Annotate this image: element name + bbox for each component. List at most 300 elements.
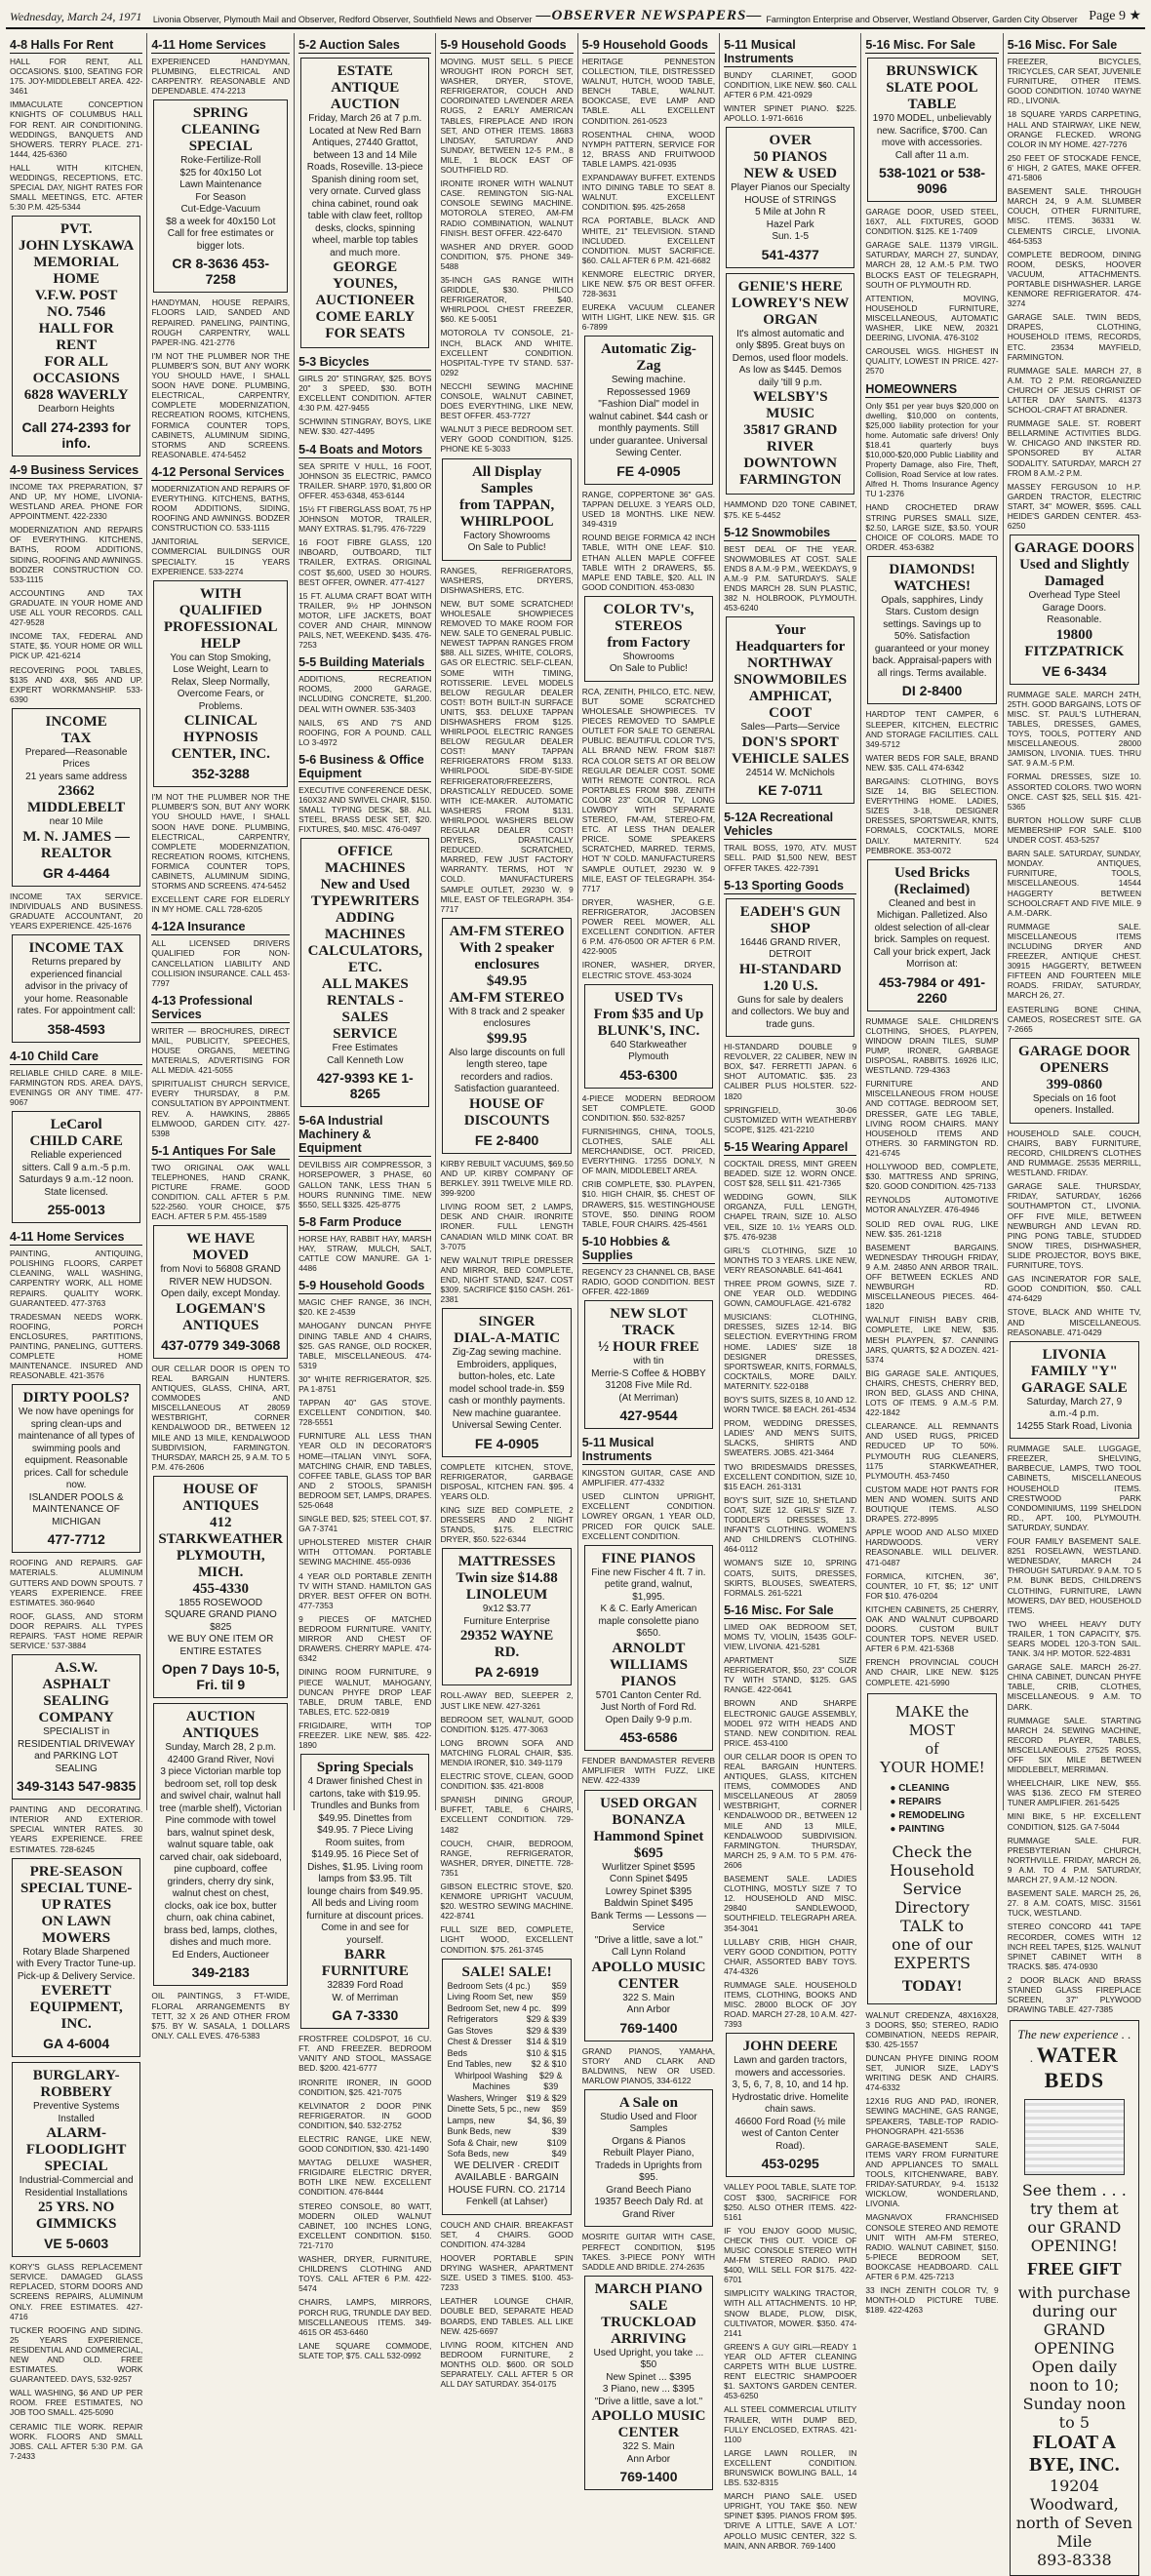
classified-ad: GARAGE SALE. THURSDAY, FRIDAY, SATURDAY, 16266 SOUTHAMPTON CT., LIVONIA. OFF FIVE MILE, BETWEEN NEWBURGH AND LEVAN RD. PING PONG TABLE, STUDDED SNOW TIRES, DISHWASHER, SLIDE PROJECTOR, BOYS BIKE, FURNITURE, TOYS.	[1007, 1181, 1141, 1271]
ad-line: 50 PIANOS	[753, 149, 827, 166]
ad-line: ANTIQUES	[182, 1725, 259, 1742]
ad-line: On Sale to Public!	[467, 542, 546, 554]
ad-line: (Reclaimed)	[893, 881, 971, 897]
classified-ad: IF YOU ENJOY GOOD MUSIC, CHECK THIS OUT. VOICE OF MUSIC CONSOLE STEREO WITH AM-FM STEREO RADIO. PAID $400, WILL SELL FOR $175. 422-6701	[724, 2225, 857, 2285]
classified-ad: ATTENTION, MOVING, HOUSEHOLD FURNITURE, MISCELLANEOUS, AUTOMATIC WASHER, LIKE NEW, 20321 DEERING, LIVONIA. 476-3102	[865, 293, 999, 343]
ad-line: PVT.	[60, 221, 93, 238]
section-heading: 4-8 Halls For Rent	[10, 36, 142, 54]
classified-ad: TRADESMAN NEEDS WORK. ROOFING, PORCH ENCLOSURES, PARTITIONS, PAINTING, PANELING, GUTTERS. COMPLETE HOME MAINTENANCE. INSURED AND REASONABLE. 421-3576	[10, 1311, 143, 1381]
ad-line: Returns prepared by experienced financial advisor in the privacy of your home. Reasonable rates. For appointment call:	[17, 957, 136, 1017]
ad-line: SPECIALIST in RESIDENTIAL DRIVEWAY and PARKING LOT SEALING	[18, 1726, 136, 1774]
ad-line: Lawn and garden tractors, mowers and accessories. 3, 5, 6, 7, 8, 10, and 14 hp. Hydrostatic drive. Homelite chain saws.	[732, 2055, 849, 2116]
display-ad	[1010, 535, 1139, 685]
ad-phone: 477-7712	[47, 1531, 105, 1548]
ad-line: HOUSE OF ANTIQUES	[182, 1481, 259, 1514]
ad-line: Used and Slightly Damaged	[1019, 557, 1130, 590]
service-line: Service Directory	[894, 1879, 970, 1917]
display-ad	[867, 859, 996, 1011]
ad-line: ON LAWN MOWERS	[41, 1913, 111, 1946]
ad-line: 322 S. Main	[622, 2441, 675, 2453]
ad-line: ESTATE	[337, 63, 393, 79]
ad-line: 9x12 $3.77	[482, 1604, 532, 1615]
ad-line: ADDING MACHINES	[325, 910, 406, 943]
price-item: Bedroom Sets (4 pc.)	[447, 1980, 531, 1991]
price-item: Refrigerators	[447, 2014, 498, 2025]
classified-ad: HANDYMAN, HOUSE REPAIRS, FLOORS LAID, SANDED AND REPAIRED. PANELING, PAINTING, ROUGH CARPENTRY, WALL PAPER-ING. 421-2776	[151, 297, 291, 347]
ad-line: With 2 speaker enclosures	[458, 939, 555, 972]
classified-ad: BIG GARAGE SALE. ANTIQUES, CHAIRS, CHESTS, CHERRY BED, IRON BED, GLASS AND CHINA, LOTS OF ITEMS. 9 A.M.-5 P.M. 422-1842	[865, 1367, 999, 1418]
classified-ad: ROSENTHAL CHINA, WOOD NYMPH PATTERN, SERVICE FOR 12, BRASS AND FRUITWOOD TABLE LAMPS. 421-0935	[581, 129, 716, 169]
ad-line: 19800 FITZPATRICK	[1024, 626, 1125, 659]
classified-ad: HORSE HAY, RABBIT HAY, MARSH HAY, STRAW, MULCH, SALT, CATTLE COW MANURE. GA 1-4486	[298, 1233, 432, 1274]
ad-line: SPRING CLEANING	[180, 105, 260, 139]
ad-line: PRE-SEASON	[29, 1863, 123, 1880]
ad-line: Friday, March 26 at 7 p.m. Located at New Red Barn Antiques, 27440 Grattot, between 13 and 14 Mile Roads, Roseville. 13-piece Spanish dining room set, very ornate. Curved glass china cabinet, round oak table with claw feet, rolltop desks, clocks, spinning wheel, marble top tables and much more.	[306, 113, 423, 258]
service-item: ● REPAIRS	[890, 1796, 941, 1807]
classified-ad: APPLE WOOD AND ALSO MIXED HARDWOODS. VERY REASONABLE. WILL DELIVER. 471-0487	[865, 1527, 999, 1567]
classified-ad: ELECTRIC RANGE, LIKE NEW, GOOD CONDITION, $30. 421-1490	[298, 2134, 432, 2155]
ad-line: Organs & Pianos	[612, 2135, 686, 2147]
ad-line: Dearborn Heights	[37, 404, 115, 416]
section-heading: 4-11 Home Services	[10, 1228, 142, 1246]
classified-ad: RUMMAGE SALE. LUGGAGE, FREEZER, SHELVING, BARBECUE, LAMPS, TWO TOOL CABINETS, MISCELLANEOUS HOUSEHOLD ITEMS. CRESTWOOD PARK CONDOMINIUMS, 1199 SHELDON RD., APT. 100, PLYMOUTH. SATURDAY, SUNDAY.	[1007, 1444, 1141, 1532]
ad-line: BURGLARY-	[32, 2068, 120, 2084]
classified-ad: EASTERLING BONE CHINA, CAMEOS, ROSECREST SITE. GA 7-2665	[1007, 1004, 1141, 1034]
ad-line: SPECIAL	[188, 139, 253, 155]
classified-ad: ELECTRIC STOVE, CLEAN, GOOD CONDITION. $35. 421-8008	[440, 1771, 574, 1792]
ad-line: From $35 and Up	[593, 1006, 704, 1022]
classified-ad: WALNUT 3 PIECE BEDROOM SET. VERY GOOD CONDITION, $125. PHONE KE 5-3033	[440, 424, 574, 455]
display-ad	[442, 918, 571, 1154]
waterbed-illustration	[1024, 2099, 1125, 2175]
ad-line: AUCTION	[330, 97, 400, 112]
ad-line: GENIE'S HERE	[737, 278, 843, 295]
ad-line: V.F.W. POST	[34, 288, 118, 304]
classified-ad: FORMICA, KITCHEN, 36", COUNTER, 10 FT, $5; 12" UNIT FOR $10. 476-0204	[865, 1570, 999, 1601]
classified-ad: MAGIC CHEF RANGE, 36 INCH, $20. KE 2-4539	[298, 1297, 432, 1318]
price-item: Bedroom Set, new 4 pc.	[447, 2002, 541, 2013]
ad-line: DIRTY POOLS?	[22, 1390, 130, 1407]
classified-ad: NECCHI SEWING MACHINE CONSOLE, WALNUT CABINET, DOES EVERYTHING, LIKE NEW, BEST OFFER. 453-7727	[440, 380, 574, 421]
classified-ad: MARCH PIANO SALE. USED UPRIGHT, YOU TAKE $50. NEW SPINET $395. PIANOS FROM $95. 'DRIVE A LITTLE, SAVE A LOT.' APOLLO MUSIC CENTER, 322 S. MAIN, ANN ARBOR. 769-1400	[724, 2491, 857, 2551]
ad-line: $25 for 40x150 Lot	[179, 167, 261, 178]
ad-line: APOLLO MUSIC CENTER	[591, 1959, 706, 1992]
classified-ad: ROLL-AWAY BED, SLEEPER 2, JUST LIKE NEW. 427-3261	[440, 1690, 574, 1711]
classified-ad: OUR CELLAR DOOR IS OPEN TO REAL BARGAIN HUNTERS. ANTIQUES, GLASS, CHINA, ART, COMMODES AND MISCELLANEOUS AT 28059 WESTBRIGHT, CORNER KENDALWOOD DR., BETWEEN 12 MILE AND 13 MILE, KENDALWOOD SUBDIVISION, FARMINGTON. THURSDAY, MARCH 25, 9 A.M. TO 5 P.M. 476-2606	[151, 1363, 291, 1472]
classified-ad: TUCKER ROOFING AND SIDING. 25 YEARS EXPERIENCE, RESIDENTIAL AND COMMERCIAL, NEW AND OLD. FREE ESTIMATES. WORK GUARANTEED. DAYS, 532-9257	[10, 2324, 143, 2385]
classified-ad: REYNOLDS AUTOMOTIVE MOTOR ANALYZER. 476-4946	[865, 1195, 999, 1215]
ad-line: ASPHALT	[42, 1677, 110, 1693]
ad-line: "Drive a little, save a lot."	[594, 2396, 703, 2407]
classified-ad: LIMED OAK BEDROOM SET, MOMS TV, VIOLIN, 15435 GOLF-VIEW, LIVONIA. 421-5281	[724, 1621, 857, 1651]
classified-ad: WASHER AND DRYER. GOOD CONDITION, $75. PHONE 349-5488	[440, 241, 574, 271]
ad-line: WITH QUALIFIED	[179, 585, 262, 618]
brand: —OBSERVER NEWSPAPERS—	[536, 8, 763, 23]
waterbed-headline: The new experience . . . WATER BEDS	[1017, 2027, 1131, 2093]
ad-line: Cut-Edge-Vacuum	[180, 204, 260, 216]
ad-line: COLOR TV's, STEREOS	[603, 601, 695, 634]
service-line: Household	[890, 1860, 974, 1880]
price-row	[447, 2048, 566, 2060]
ad-line: 24514 W. McNichols	[745, 767, 835, 778]
ad-phone: 541-4377	[761, 246, 819, 262]
section-heading: 4-12A Insurance	[151, 918, 290, 935]
ad-line: FOR ALL	[44, 354, 108, 371]
ad-line: A Sale on	[618, 2094, 678, 2111]
classified-ad: GARAGE SALE. 11379 VIRGIL. SATURDAY, MARCH 27, SUNDAY, MARCH 28, 12 A.M.-5 P.M. TWO BLOCKS EAST OF TELEGRAPH, SOUTH OF PLYMOUTH RD.	[865, 240, 999, 290]
ad-phone: Call 274-2393 for info.	[21, 418, 131, 451]
waterbed-store: FLOAT A BYE, INC.	[1028, 2432, 1120, 2477]
price-row	[447, 1981, 566, 1993]
section-heading: 5-2 Auction Sales	[298, 36, 431, 54]
ad-line: HI-STANDARD	[738, 961, 842, 977]
classified-ad: FORMAL DRESSES, SIZE 10. ASSORTED COLORS. TWO WORN ONCE. CAST $25, SELL $15. 421-5365	[1007, 772, 1141, 812]
ad-line: SEALING	[43, 1693, 109, 1710]
price-row	[447, 2093, 566, 2105]
display-ad	[442, 458, 571, 561]
classified-ad: RUMMAGE SALE. MARCH 24TH, 25TH. GOOD BARGAINS, LOTS OF MISC. ST. PAUL'S LUTHERAN, TABLES, DRESSES, GAMES, TOYS, TOOLS, POTTERY AND MISCELLANEOUS. 28000 JAMISON, LIVONIA. TUES. THRU SAT. 9 A.M.-5 P.M.	[1007, 689, 1141, 769]
ad-line: Studio Used and Floor Samples	[600, 2111, 697, 2135]
price-row	[447, 2116, 566, 2127]
ad-phone: 427-9544	[619, 1407, 678, 1424]
ad-line: GARAGE DOORS	[1013, 540, 1134, 557]
classified-ad: 18 SQUARE YARDS CARPETING, HALL AND STAIRWAY, LIKE NEW, ORANGE FLECKED. WRONG COLOR IN MY HOME. 427-7276	[1007, 109, 1141, 149]
ad-line: Prepared—Reasonable Prices	[24, 746, 128, 771]
section-heading: 5-13 Sporting Goods	[724, 877, 856, 894]
classified-ad: UPHOLSTERED MISTER CHAIR WITH OTTOMAN. PORTABLE SEWING MACHINE. 455-0936	[298, 1537, 432, 1567]
classified-ad: HAMMOND D20 TONE CABINET, $75. KE 5-4452	[724, 499, 857, 520]
display-ad	[584, 596, 713, 682]
display-ad	[153, 99, 288, 293]
ad-line: Automatic Zig-Zag	[600, 341, 696, 375]
ad-line: Opals, sapphires, Lindy Stars. Custom design settings. Savings up to 50%. Satisfaction guaranteed or your money back. Appraisal-papers with all rings. Terms available.	[872, 594, 992, 679]
classified-ad: I'M NOT THE PLUMBER NOR THE PLUMBER'S SON, BUT ANY WORK YOU SHOULD HAVE, I SHALL SOON HAVE DONE. PLUMBING, ELECTRICAL, CARPENTRY, COMPLETE MODERNIZATION, RECREATION ROOMS, KITCHENS, FORMICA COUNTER TOPS, CABINETS, ALUMINUM SIDING, STORMS AND SCREENS. REASONABLE. 474-5452	[151, 350, 291, 459]
classified-ad: COMPLETE KITCHEN, STOVE, REFRIGERATOR, GARBAGE DISPOSAL, KITCHEN FAN. $95. 4 YEARS OLD.	[440, 1461, 574, 1501]
ad-phone: 437-0779 349-3068	[161, 1336, 281, 1353]
classified-ad: HOLLYWOOD BED, COMPLETE, $30. MATTRESS AND SPRING, $20. GOOD CONDITION. 425-7133	[865, 1162, 999, 1192]
ad-line: New Spinet ... $395	[606, 2371, 692, 2383]
price-value: $29 & $39	[526, 2025, 567, 2036]
display-ad	[12, 934, 140, 1043]
ad-line: 31208 Five Mile Rd.	[605, 1380, 693, 1392]
ad-phone: 453-6586	[619, 1729, 678, 1746]
ad-phone: 427-9393 KE 1-8265	[316, 1070, 414, 1102]
ad-line: Also large discounts on full length stereo, tape recorders and radios. Satisfaction guaranteed.	[449, 1047, 566, 1095]
service-item: ● REMODELING	[890, 1809, 965, 1821]
classified-ad: FRIGIDAIRE, WITH TOP FREEZER. LIKE NEW, $85. 422-1890	[298, 1720, 432, 1751]
waterbed-phone: 893-8338	[1037, 2551, 1112, 2570]
ad-line: WILLIAMS PIANOS	[609, 1656, 688, 1689]
classified-ad: RUMMAGE SALE. STARTING MARCH 24. SEWING MACHINE, RECORD PLAYER, TABLES, MISCELLANEOUS. 27525 ROSS, OFF SIX MILE BETWEEN MIDDLEBELT, MERRIMAN.	[1007, 1715, 1141, 1775]
classified-ad: FURNISHINGS, CHINA, TOOLS, CLOTHES, SALE ALL MERCHANDISE, OCT. PRICED, EVERYTHING. 17255 DONLY, N OF MAIN, MIDDLEBELT AREA.	[581, 1126, 716, 1176]
ad-line: MEMORIAL HOME	[33, 255, 119, 288]
classified-ad: OUR CELLAR DOOR IS OPEN TO REAL BARGAIN HUNTERS. ANTIQUES, GLASS, KITCHEN ITEMS, COMMODES AND MISCELLANEOUS AT 28059 WESTBRIGHT, CORNER KENDALWOOD DR., BETWEEN 12 MILE AND 13 MILE, KENDALWOOD SUBDIVISION. FARMINGTON. THURSDAY, MARCH 25, 9 A.M. TO 5 P.M. 476-2606	[724, 1751, 857, 1870]
ad-line: ARNOLDT	[612, 1640, 686, 1656]
ad-line: "Drive a little, save a lot."	[594, 1934, 703, 1946]
ad-line: 399-0860	[1046, 1076, 1103, 1092]
price-value: $19 & $29	[526, 2092, 567, 2103]
classified-ad: FENDER BANDMASTER REVERB AMPLIFIER WITH FUZZ, LIKE NEW. 422-4339	[581, 1756, 716, 1786]
ad-line: ALARM-FLOODLIGHT	[25, 2125, 127, 2159]
classified-ad: RUMMAGE SALE. MISCELLANEOUS ITEMS INCLUDING DRYER AND FREEZER, ANTIQUE CHEST. 30915 HAGGERTY, BETWEEN FIFTEEN AND FOURTEEN MILE ROADS. FRIDAY, SATURDAY, MARCH 26, 27.	[1007, 921, 1141, 1001]
classified-ad: OIL PAINTINGS, 3 FT-WIDE, FLORAL ARRANGEMENTS BY TETT, 32 X 26 AND OTHER FROM $75. BY W. SASALA, 1 DOLLARS ONLY. CALL EVES. 476-5383	[151, 1991, 291, 2041]
ad-line: Industrial-Commercial and Residential Installations	[19, 2175, 134, 2199]
classified-ad: SIMPLICITY WALKING TRACTOR, WITH ALL ATTACHMENTS. 10 HP, SNOW BLADE, PLOW, DISK, CULTIVATOR, MOWER. $350. 474-2141	[724, 2288, 857, 2338]
classified-ad: PAINTING AND DECORATING. INTERIOR AND EXTERIOR. SPECIAL WINTER RATES. 30 YEARS EXPERIENCE. FREE ESTIMATES. 728-6245	[10, 1804, 143, 1854]
ad-line: Lowrey Spinet $395	[605, 1885, 693, 1897]
classified-ad: MODERNIZATION AND REPAIRS OF EVERYTHING. KITCHENS, BATHS, ROOM ADDITIONS, SIDING, ROOFING AND AWNINGS. BODZER CONSTRUCTION CO. 533-1115	[151, 483, 291, 534]
ad-line: W. of Merriman	[332, 1992, 399, 2003]
ad-line: PROFESSIONAL HELP	[163, 618, 278, 652]
classified-ad: HALL WITH KITCHEN, WEDDINGS, RECEPTIONS, ETC. SPECIAL DAY, NIGHT RATES FOR SMALL MEETINGS, ETC. AFTER 5:30 P.M. 425-5344	[10, 162, 143, 213]
classified-ad: CUSTOM MADE HOT PANTS FOR MEN AND WOMEN. SUITS AND BOUTIQUE ITEMS. ALSO DRAPES. 272-8995	[865, 1484, 999, 1525]
ad-line: Rebuilt Player Piano, Tradeds in Uprights from $95.	[595, 2148, 702, 2184]
ad-line: GARAGE DOOR OPENERS	[1018, 1043, 1131, 1076]
classified-ad: FROSTFREE COLDSPOT, 16 CU. FT. AND FREEZER. BEDROOM VANITY AND STOOL, MASSAGE BED. $200. 421-6777	[298, 2034, 432, 2074]
ad-line: Zig-Zag sewing machine. Embroiders, appliques, button-holes, etc. Late model school trade-in. $59 cash or monthly payments. New machine guarantee. Universal Sewing Center.	[448, 1347, 566, 1432]
display-ad	[153, 1225, 288, 1359]
classified-ad: VALLEY POOL TABLE, SLATE TOP. COST $300, SACRIFICE FOR $250. ALSO OTHER ITEMS. 422-5161	[724, 2182, 857, 2222]
classified-ad: BARN SALE. SATURDAY, SUNDAY, MONDAY. ANTIQUES, FURNITURE, TOOLS, MISCELLANEOUS. 14544 HAGGERTY BETWEEN SCHOOLCRAFT AND FIVE MILE. 9 A.M.-DARK.	[1007, 849, 1141, 918]
service-headline: of	[925, 1738, 939, 1758]
ad-line: 25 YRS. NO GIMMICKS	[35, 2200, 117, 2233]
column-7	[861, 33, 1003, 2316]
classified-ad: BEDROOM SET, WALNUT, GOOD CONDITION. $125. 477-3063	[440, 1714, 574, 1734]
price-row	[447, 2037, 566, 2048]
waterbed-address: 19204 Woodward, north of Seven Mile	[1015, 2477, 1132, 2552]
ad-line: from TAPPAN,	[458, 496, 555, 513]
section-heading: 5-3 Bicycles	[298, 353, 431, 371]
ad-line: Open Daily 9-9 p.m.	[605, 1714, 693, 1725]
ad-line: PLYMOUTH, MICH.	[176, 1547, 265, 1580]
price-row	[447, 2026, 566, 2038]
classified-ad: 16 FOOT FIBRE GLASS, 120 INBOARD, OUTBOARD, TILT TRAILER, EXTRAS. ORIGINAL COST $5,600, USED 30 HOURS. BEST OFFER, OWNER. 477-4127	[298, 537, 432, 587]
ad-line: EADEH'S GUN SHOP	[739, 903, 841, 936]
column-3	[295, 33, 436, 2360]
ad-line: AM-FM STEREO	[449, 923, 565, 939]
price-item: End Tables, new	[447, 2059, 512, 2070]
service-line: EXPERTS	[893, 1953, 971, 1972]
ad-line: from Novi to 56808 GRAND RIVER NEW HUDSON. Open daily, except Monday.	[160, 1264, 281, 1300]
classified-ad: 9 PIECES OF MATCHED BEDROOM FURNITURE. VANITY, MIRROR AND CHEST OF DRAWERS. CHERRY MAPLE. 474-6342	[298, 1613, 432, 1664]
classified-ad: KING SIZE BED COMPLETE, 2 DRESSERS AND 2 NIGHT STANDS, $175. ELECTRIC DRYER, $50. 522-6344	[440, 1505, 574, 1545]
classified-ad: LARGE LAWN ROLLER, IN EXCELLENT CONDITION. BRUNSWICK BOWLING BALL, 14 LBS. 532-8315	[724, 2447, 857, 2488]
classified-ad: HOOVER PORTABLE SPIN DRYING WASHER, APARTMENT SIZE. USED 3 TIMES. $100. 453-7233	[440, 2252, 574, 2293]
classified-ad: Only $51 per year buys $20,000 on dwelling, $10,000 on contents, $25,000 liability protection for your home. Automatic safe drivers! Only $18.41 quarterly buys $10,000-$20,000 Public Liability and Property Damage, also Fire, Theft, Collision, Road Service at low rates. Alfred H. Thoms Insurance Agency TU 1-2376	[865, 400, 999, 499]
ad-line: 23662 MIDDLEBELT	[27, 783, 126, 816]
ad-phone: 453-0295	[761, 2156, 819, 2172]
ad-line: JOHN DEERE	[742, 2039, 838, 2055]
ad-phone: GR 4-4464	[42, 864, 110, 881]
ad-line: Plymouth	[628, 1051, 669, 1063]
service-headline: MAKE the MOST	[894, 1701, 970, 1739]
display-ad	[584, 984, 713, 1089]
ad-footer: WE DELIVER · CREDIT AVAILABLE · BARGAIN HOUSE FURN. CO. 21714 Fenkell (at Lahser)	[448, 2160, 566, 2208]
classified-ad: BARGAINS: CLOTHING, BOYS SIZE 14, BIG SELECTION. EVERYTHING HOME. LADIES, SIZES 3-18, DESIGNER DRESSES, SPORTSWEAR, KNITS, FORMALS, COCKTAILS, MORE DAILY. MATERNITY. 524 PEMBROKE. 353-0072	[865, 775, 999, 855]
classified-ad: GREEN'S A GUY GIRL—READY 1 YEAR OLD AFTER CLEANING CARPETS WITH BLUE LUSTRE. RENT ELECTRIC SHAMPOOER $1. SAXTON'S GARDEN CENTER. 453-6250	[724, 2341, 857, 2401]
ad-line: DISCOUNTS	[463, 1112, 550, 1129]
display-ad	[442, 1308, 571, 1457]
classified-ad: COMPLETE BEDROOM, DINING ROOM, DESKS, HOOVER VACUUM, ATTACHMENTS. PORTABLE DISHWASHER. LARGE KENMORE REFRIGERATOR. 474-3274	[1007, 249, 1141, 309]
ad-phone: 358-4593	[47, 1020, 105, 1037]
service-cta: TODAY!	[901, 1977, 963, 1995]
price-row	[447, 2138, 566, 2150]
section-heading: 5-6A Industrial Machinery & Equipment	[298, 1112, 431, 1157]
waterbed-ad	[1010, 2020, 1139, 2576]
ad-line: It's almost automatic and only $895. Great buys on Demos, used floor models. As low as $445. Demos daily 'till 9 p.m.	[732, 328, 849, 388]
section-heading: 5-9 Household Goods	[440, 36, 573, 54]
ad-phone: 255-0013	[47, 1202, 105, 1218]
ad-line: 14255 Stark Road, Livonia	[1016, 1420, 1132, 1432]
ad-line: TYPEWRITERS	[310, 893, 419, 910]
ad-line: Wurlitzer Spinet $595	[602, 1861, 695, 1873]
ad-line: LOGEMAN'S	[176, 1300, 266, 1317]
classified-ad: GARAGE SALE. TWIN BEDS, DRAPES, CLOTHING, HOUSEHOLD ITEMS, RECORDS, ETC. 23534 MAYFIELD, FARMINGTON.	[1007, 312, 1141, 362]
section-heading: 5-9 Household Goods	[582, 36, 715, 54]
classified-ad: MUSICIANS: CLOTHING, DRESSES, SIZES 12-14. BIG SELECTION. EVERYTHING FROM HOME. LADIES' SIZE 18 DESIGNER DRESSES, SPORTSWEAR, KNITS, FORMALS, COCKTAILS, MORE DAILY. MATERNITY. 522-0188	[724, 1312, 857, 1391]
ad-line: OFFICE MACHINES	[325, 844, 406, 877]
classified-ad: SEA SPRITE V HULL, 16 FOOT, JOHNSON 35 ELECTRIC, PAMCO TRAILER. SHARP. 1970, $1,800 OR OFFER. 453-6348, 453-6144	[298, 460, 432, 500]
ad-line: Merrie-S Coffee & HOBBY	[591, 1367, 706, 1379]
classified-ad: ALL LICENSED DRIVERS QUALIFIED FOR NON-CANCELLATION LIABILITY AND COLLISION INSURANCE. CALL 453-7797	[151, 938, 291, 988]
ad-line: 5701 Canton Center Rd.	[595, 1689, 702, 1701]
classified-ad: 2 DOOR BLACK AND BRASS STAINED GLASS FIREPLACE SCREEN, 37" PLYWOOD DRAWING TABLE. 427-7385	[1007, 1974, 1141, 2015]
ad-line: Guns for sale by dealers and collectors. We buy and trade guns.	[731, 994, 850, 1030]
classified-ad: EXPANDAWAY BUFFET. EXTENDS INTO DINING TABLE TO SEAT 8. WALNUT. EXCELLENT CONDITION. $95. 425-2658	[581, 173, 716, 213]
classified-ad: GARAGE-BASEMENT SALE, ITEMS VARY FROM FURNITURE AND APPLIANCES TO SMALL TOOLS, KITCHENWARE, BABY. FRIDAY-SATURDAY, 9-4. 15132 WICKLOW, WONDERLAND, LIVONIA.	[865, 2139, 999, 2209]
ad-line: M. N. JAMES — REALTOR	[22, 828, 130, 861]
classified-ad: IRONITE IRONER WITH WALNUT CASE. REMINGTON SIG-NAL CONSOLE SEWING MACHINE. MOTOROLA STEREO, AM-FM RADIO COMBINATION, WALNUT FINISH. BEST OFFER. 422-6470	[440, 178, 574, 238]
ad-line: Call Lynn Roland	[612, 1947, 686, 1959]
classified-ad: INCOME TAX, FEDERAL AND STATE, $5. YOUR HOME OR WILL PICK UP. 421-6214	[10, 631, 143, 661]
ad-line: Ed Enders, Auctioneer	[172, 1949, 269, 1961]
classified-ad: GIRLS 20" STINGRAY, $25. BOYS 20" 3 SPEED, $30. BOTH EXCELLENT CONDITION. AFTER 4:30 P.M. 427-9455	[298, 374, 432, 414]
ad-line: Ann Arbor	[626, 2453, 671, 2465]
section-heading: 5-6 Business & Office Equipment	[298, 751, 431, 782]
classified-ad: INCOME TAX SERVICE. INDIVIDUALS AND BUSINESS. GRADUATE ACCOUNTANT, 20 YEARS EXPERIENCE. 425-1676	[10, 891, 143, 931]
classified-ad: GAS INCINERATOR FOR SALE, GOOD CONDITION, $50. CALL 474-6429	[1007, 1274, 1141, 1304]
ad-line: COME EARLY FOR SEATS	[315, 309, 416, 341]
classified-ad: ROOF, GLASS, AND STORM DOOR REPAIRS. ALL TYPES REPAIRS. 'FAST HOME REPAIR SERVICE.' 537-3884	[10, 1610, 143, 1651]
ad-phone: 352-3288	[191, 766, 250, 782]
service-list	[890, 1782, 991, 1837]
waterbed-gift-note: with purchase during our GRAND OPENING	[1017, 2283, 1131, 2358]
ad-line: Reliable experienced sitters. Call 9 a.m.-5 p.m. Saturdays 9 a.m.-12 noon. State licensed.	[19, 1150, 135, 1198]
classified-ad: MAHOGANY DUNCAN PHYFE DINING TABLE AND 4 CHAIRS, $25. GAS RANGE, OLD ROCKER, TABLE, MISCELLANEOUS. 474-5319	[298, 1321, 432, 1370]
classified-ad: DEVILBISS AIR COMPRESSOR, 3 HORSEPOWER, 3 PHASE, 60 GALLON TANK, LESS THAN 5 HOURS RUNNING TIME. NEW $550, SELL $325. 425-8775	[298, 1160, 432, 1209]
classified-ad: PROM, WEDDING DRESSES, LADIES' AND MEN'S SUITS, SLACKS, SHIRTS AND SWEATERS. JOBS. 421-3464	[724, 1418, 857, 1458]
display-ad	[584, 1300, 713, 1429]
ad-line: AUCTION	[185, 1709, 256, 1725]
ad-line: CALCULATORS, ETC.	[307, 943, 422, 976]
classified-ad: CERAMIC TILE WORK. REPAIR WORK. FLOORS AND SMALL JOBS. CALL AFTER 5:30 P.M. GA 7-2433	[10, 2421, 143, 2461]
classified-ad: LANE SQUARE COMMODE, SLATE TOP, $75. CALL 532-0992	[298, 2340, 432, 2360]
display-ad	[584, 1545, 713, 1752]
ad-line: AMPHICAT, COOT	[748, 689, 832, 722]
ad-phone: KE 7-0711	[758, 782, 823, 799]
ad-line: Cleaned and best in Michigan. Palletized. Also oldest selection of all-clear brick. Samples on request. Call your brick expert, Jack Morrison at:	[873, 897, 991, 971]
column-8	[1004, 33, 1145, 2570]
price-value: $109	[546, 2137, 567, 2148]
ad-phone: FE 2-8400	[474, 1131, 539, 1148]
display-ad	[12, 1654, 140, 1800]
ad-line: USED ORGAN BONANZA	[600, 1795, 697, 1828]
ad-line: Specials on 16 foot openers. Installed.	[1032, 1092, 1116, 1117]
classified-ad: RCA PORTABLE, BLACK AND WHITE, 21" TELEVISION. STAND INCLUDED. EXCELLENT CONDITION. MUST SACRIFICE. $60. CALL AFTER 6 P.M. 421-6682	[581, 216, 716, 265]
classified-ad: WALNUT CREDENZA, 48X16X28, 3 DOORS, $50; STEREO, RADIO COMBINATION, NEEDS REPAIR, $30. 425-1557	[865, 2009, 999, 2049]
ad-line: 46600 Ford Road (½ mile west of Canton Center Road).	[734, 2116, 846, 2152]
classified-ad: IRONRITE IRONER, IN GOOD CONDITION, $25. 421-7075	[298, 2077, 432, 2097]
ad-line: DON'S SPORT	[741, 733, 839, 750]
ad-line: from Factory	[607, 634, 691, 651]
classified-ad: 250 FEET OF STOCKADE FENCE, 6' HIGH, 2 GATES, MAKE OFFER. 471-5806	[1007, 152, 1141, 183]
price-value: $59	[551, 1980, 567, 1991]
classified-ad: FREEZER, BICYCLES, TRICYCLES, CAR SEAT, JUVENILE FURNITURE, OTHER ITEMS. GOOD CONDITION. 10740 WAYNE RD., LIVONIA.	[1007, 57, 1141, 106]
ad-line: VEHICLE SALES	[731, 750, 850, 767]
ad-line: TAX	[60, 730, 92, 746]
ad-line: Sales—Parts—Service	[740, 722, 841, 733]
ad-phone: GA 7-3330	[332, 2007, 399, 2024]
ad-line: BRUNSWICK	[886, 63, 978, 79]
display-ad	[584, 336, 713, 485]
classified-ad: LIVING ROOM, KITCHEN AND BEDROOM FURNITURE, 2 MONTHS OLD. $600. OR SOLD SEPARATELY. CALL AFTER 5 OR ALL DAY SATURDAY. 354-0175	[440, 2339, 574, 2390]
classified-ad: ROUND BEIGE FORMICA 42 INCH TABLE, WITH ONE LEAF. $10. ETHAN ALLEN MAPLE COFFEE TABLE WITH 2 DRAWERS, $5. MAPLE END TABLE, $20. ALL IN GOOD CONDITION. 453-0830	[581, 533, 716, 592]
classified-ad: BUNDY CLARINET, GOOD CONDITION, LIKE NEW. $60. CALL AFTER 6 P.M. 421-0929	[724, 70, 857, 100]
ad-line: CLINICAL	[183, 713, 258, 730]
ad-line: OVER	[769, 133, 812, 149]
ad-line: 412 STARKWEATHER	[158, 1514, 284, 1547]
ad-line: WELSBY'S MUSIC	[752, 389, 828, 422]
column-4	[436, 33, 577, 2390]
ad-line: WE BUY ONE ITEM OR ENTIRE ESTATES	[168, 1634, 274, 1657]
ad-phone: 453-7984 or 491-2260	[879, 973, 986, 1006]
section-heading: 4-9 Business Services	[10, 461, 142, 479]
classified-ad: RUMMAGE SALE. FUR. PRESBYTERIAN CHURCH, NORTHVILLE. FRIDAY, MARCH 26, 9 A.M. TO 4 P.M. SATURDAY, MARCH 27, 9 A.M.-12 NOON.	[1007, 1835, 1141, 1885]
ad-line: HYPNOSIS CENTER, INC.	[171, 730, 270, 763]
column-1	[6, 33, 147, 2461]
column-5	[578, 33, 720, 2485]
ad-line: 322 S. Main	[622, 1992, 675, 2003]
price-item: Sofa & Chair, new	[447, 2137, 518, 2148]
section-heading: 5-9 Household Goods	[298, 1277, 431, 1294]
classified-ad: BROWN AND SHARPE ELECTRONIC GAUGE ASSEMBLY, MODEL 972 WITH HEADS AND STAND. NEW CONDITION. REAL PRICE. 453-4100	[724, 1698, 857, 1748]
ad-line: (At Merriman)	[618, 1392, 679, 1404]
ad-line: Sunday, March 28, 2 p.m.	[165, 1742, 277, 1754]
display-ad	[726, 898, 854, 1038]
classified-ad: CHAIRS, LAMPS, MIRRORS, PORCH RUG, TRUNDLE DAY BED. MISCELLANEOUS ITEMS. 349-4615 OR 453-6460	[298, 2297, 432, 2337]
classified-ad: STEREO CONSOLE, 80 WATT, MODERN OILED WALNUT CABINET, 100 INCHES LONG, EXCELLENT CONDITION. $150. 721-7170	[298, 2200, 432, 2250]
waterbed-title: WATER BEDS	[1036, 2042, 1119, 2093]
ad-line: SINGER	[478, 1314, 536, 1330]
classified-ad: DINING ROOM FURNITURE, 9 PIECE WALNUT, MAHOGANY, DUNCAN PHYFE DROP LEAF TABLE, DRUM TABLE, END TABLES, ETC. 522-0819	[298, 1667, 432, 1717]
price-row	[447, 2071, 566, 2093]
price-value: $29 & $39	[526, 2014, 567, 2025]
price-item: Gas Stoves	[447, 2025, 493, 2036]
classified-ad: BOY'S SUITS, SIZES 8, 10 AND 12. WORN TWICE. $8 EACH. 261-4534	[724, 1395, 857, 1415]
ad-line: 4 Drawer finished Chest in cartons, take with $19.95. Trundles and Bunks from $49.95. Dinettes from $49.95. 7 Piece Living Room suites, from $149.95. 16 Piece Set of Dishes, $1.95. Living room lamps from $3.95. Tilt lounge chairs from $49.95. All beds and Living room furniture at discount prices. Come in and see for yourself.	[306, 1776, 424, 1946]
ad-line: All Display Samples	[471, 463, 542, 496]
classified-ad: KINGSTON GUITAR, CASE AND AMPLIFIER. 477-4332	[581, 1468, 716, 1488]
price-item: Dinette Sets, 5 pc., new	[447, 2104, 540, 2115]
ad-line: LeCarol	[50, 1117, 102, 1133]
section-heading: 5-11 Musical Instruments	[724, 36, 856, 67]
classified-ad: KELVINATOR 2 DOOR PINK REFRIGERATOR. IN GOOD CONDITION, $40. 532-2752	[298, 2100, 432, 2130]
classified-ad: IMMACULATE CONCEPTION KNIGHTS OF COLUMBUS HALL FOR RENT. AIR CONDITIONING. WEDDINGS, BANQUETS AND SHOWERS. TERRY PLACE. 271-1444, 425-6360	[10, 99, 143, 159]
classified-ad: BURTON HOLLOW SURF CLUB MEMBERSHIP FOR SALE. $100 UNDER COST. 453-5257	[1007, 814, 1141, 846]
ad-line: NORTHWAY SNOWMOBILES	[734, 655, 848, 689]
service-headline: YOUR HOME!	[879, 1757, 985, 1776]
classified-ad: GARAGE SALE. MARCH 26-27. CHINA CABINET, DUNCAN PHYFE TABLE, CRIB, CLOTHES, MISCELLANEOUS. 9 A.M. TO DARK.	[1007, 1662, 1141, 1712]
